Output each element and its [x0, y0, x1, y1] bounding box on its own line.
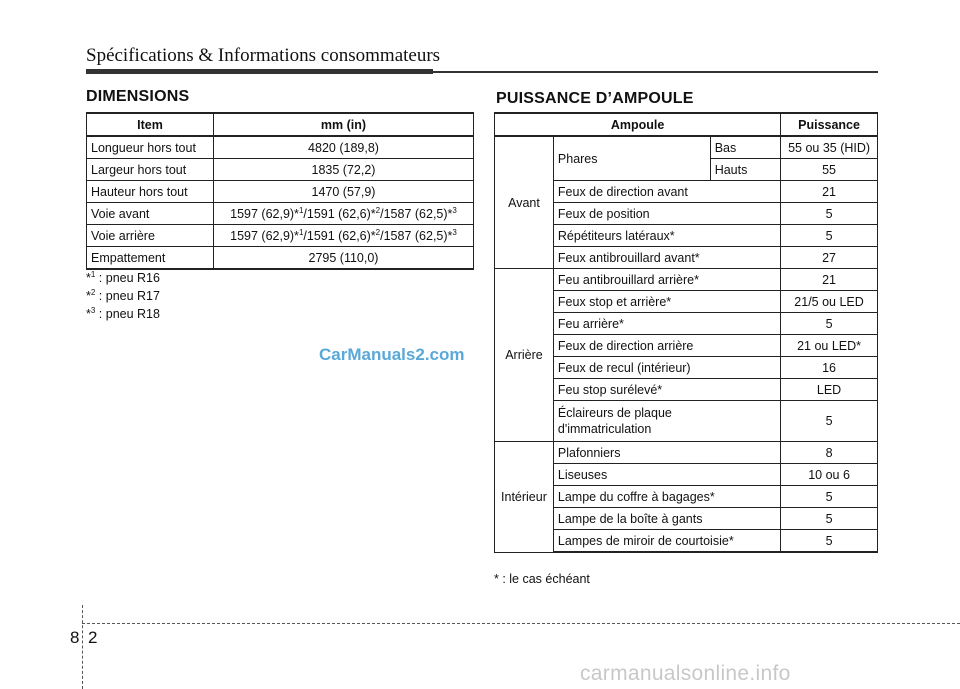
- row-value: 8: [781, 442, 878, 464]
- row-value: 27: [781, 247, 878, 269]
- table-row: [495, 269, 878, 291]
- row-label: Feux antibrouillard avant*: [553, 247, 780, 269]
- row-label: Feux de recul (intérieur): [553, 357, 780, 379]
- dimensions-table: [86, 112, 474, 270]
- footnote-mark: 2: [375, 227, 381, 237]
- table-row: [87, 136, 474, 159]
- row-value: 1835 (72,2): [214, 159, 474, 181]
- row-label: Feux stop et arrière*: [553, 291, 780, 313]
- row-value: 5: [781, 313, 878, 335]
- row-label: Feu stop surélevé*: [553, 379, 780, 401]
- table-row: [87, 181, 474, 203]
- footnote: *$^3$ : pneu R18: [86, 305, 160, 321]
- margin-vertical-rule: [82, 605, 83, 689]
- footer-watermark: carmanualsonline.info: [580, 662, 791, 685]
- header-rule: [86, 71, 878, 73]
- row-label: Liseuses: [553, 464, 780, 486]
- footnote-mark: 1: [298, 205, 304, 215]
- footnote-mark: 3: [452, 227, 457, 237]
- column-header-mm: mm (in): [214, 113, 474, 136]
- table-header-row: [87, 113, 474, 136]
- table-row: [495, 136, 878, 159]
- footnote: *$^2$ : pneu R17: [86, 287, 160, 303]
- value-part: /1587 (62,5)*: [380, 228, 453, 243]
- table-header-row: [495, 113, 878, 136]
- row-value: 21 ou LED*: [781, 335, 878, 357]
- row-value: 55: [781, 159, 878, 181]
- footnote-mark: 2: [90, 287, 96, 297]
- row-value: 5: [781, 486, 878, 508]
- row-value: 5: [781, 530, 878, 553]
- page-header-title: Spécifications & Informations consommateurs: [86, 45, 441, 66]
- footnote-mark: 1: [298, 227, 304, 237]
- value-part: /1591 (62,6)*: [303, 206, 376, 221]
- row-value: 21: [781, 269, 878, 291]
- row-label: Empattement: [87, 247, 214, 270]
- table-row: [87, 225, 474, 247]
- footnote-text: : pneu R18: [95, 307, 160, 321]
- row-label: Plafonniers: [553, 442, 780, 464]
- dimensions-title: DIMENSIONS: [86, 88, 190, 105]
- footnote-mark: 1: [90, 269, 96, 279]
- column-header-item: Item: [87, 113, 214, 136]
- footnote: *$^1$ : pneu R16: [86, 269, 160, 285]
- row-label: Lampe de la boîte à gants: [553, 508, 780, 530]
- group-label-arriere: Arrière: [495, 269, 554, 442]
- value-part: 1597 (62,9)*: [230, 228, 299, 243]
- row-sublabel: Bas: [710, 136, 780, 159]
- footnote-mark: 3: [452, 205, 457, 215]
- row-value: 2795 (110,0): [214, 247, 474, 270]
- row-value: 16: [781, 357, 878, 379]
- row-label: Feux de direction arrière: [553, 335, 780, 357]
- row-label: Phares: [553, 136, 710, 181]
- bulbs-note: * : le cas échéant: [494, 572, 590, 586]
- row-value: 1470 (57,9): [214, 181, 474, 203]
- dimensions-footnotes: [86, 269, 160, 323]
- row-value: [214, 203, 474, 225]
- row-value: 21: [781, 181, 878, 203]
- bulbs-table: [494, 112, 878, 553]
- group-label-interieur: Intérieur: [495, 442, 554, 553]
- table-row: [495, 442, 878, 464]
- row-label: Hauteur hors tout: [87, 181, 214, 203]
- row-label: Feu arrière*: [553, 313, 780, 335]
- row-label-line: Éclaireurs de plaque: [557, 406, 672, 420]
- row-value: 21/5 ou LED: [781, 291, 878, 313]
- row-label: Feux de position: [553, 203, 780, 225]
- row-value: 5: [781, 203, 878, 225]
- row-value: 4820 (189,8): [214, 136, 474, 159]
- table-row: [87, 159, 474, 181]
- row-sublabel: Hauts: [710, 159, 780, 181]
- bulbs-title: PUISSANCE D’AMPOULE: [496, 90, 694, 107]
- row-label: Lampe du coffre à bagages*: [553, 486, 780, 508]
- group-label-avant: Avant: [495, 136, 554, 269]
- row-value: 55 ou 35 (HID): [781, 136, 878, 159]
- chapter-number: 8: [70, 628, 80, 647]
- value-part: 1597 (62,9)*: [230, 206, 299, 221]
- footnote-mark: 3: [90, 305, 96, 315]
- row-value: LED: [781, 379, 878, 401]
- row-label: Largeur hors tout: [87, 159, 214, 181]
- table-row: [87, 203, 474, 225]
- row-label: Répétiteurs latéraux*: [553, 225, 780, 247]
- row-label: Feu antibrouillard arrière*: [553, 269, 780, 291]
- value-part: /1591 (62,6)*: [303, 228, 376, 243]
- row-value: 5: [781, 225, 878, 247]
- row-value: 10 ou 6: [781, 464, 878, 486]
- row-label: [553, 401, 780, 442]
- footer-rule: [82, 623, 960, 624]
- table-row: [87, 247, 474, 270]
- footnote-mark: 2: [375, 205, 381, 215]
- row-label: Voie arrière: [87, 225, 214, 247]
- footnote-text: : pneu R16: [95, 271, 160, 285]
- value-part: /1587 (62,5)*: [380, 206, 453, 221]
- row-label-line: d'immatriculation: [557, 422, 652, 436]
- row-value: [214, 225, 474, 247]
- footnote-text: : pneu R17: [95, 289, 160, 303]
- row-label: Longueur hors tout: [87, 136, 214, 159]
- row-value: 5: [781, 401, 878, 442]
- row-value: 5: [781, 508, 878, 530]
- row-label: Voie avant: [87, 203, 214, 225]
- page-number: 2: [88, 628, 98, 647]
- row-label: Feux de direction avant: [553, 181, 780, 203]
- column-header-puissance: Puissance: [781, 113, 878, 136]
- column-header-ampoule: Ampoule: [495, 113, 781, 136]
- row-label: Lampes de miroir de courtoisie*: [553, 530, 780, 553]
- watermark-text: CarManuals2.com: [319, 345, 465, 364]
